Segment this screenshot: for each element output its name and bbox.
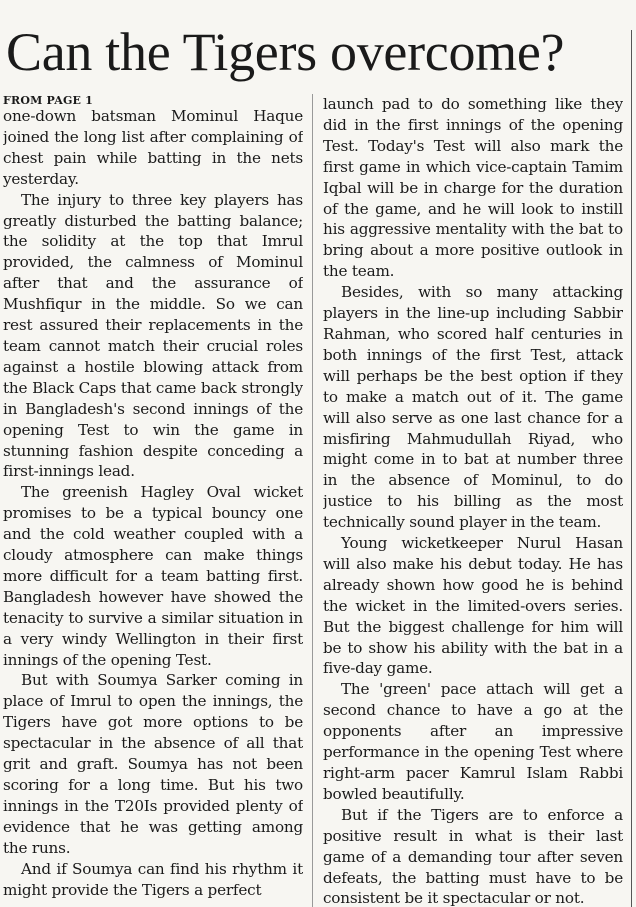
paragraph: Young wicketkeeper Nurul Hasan will also make his debut today. He has already shown how good he is behind the wicket in the limited-overs series. But the biggest challenge for him will be to show his ability with the bat in a five-day game.	[323, 534, 623, 678]
paragraph: The greenish Hagley Oval wicket promises to be a typical bouncy one and the cold weather coupled with a cloudy atmosphere can make things more difficult for a team batting first. Bangladesh however have showed the tenacity to survive a similar situation in a very windy Wellington in their first innings of the opening Test.	[3, 483, 303, 669]
article-column-right	[323, 94, 623, 907]
paragraph: The injury to three key players has greatly disturbed the batting balance; the solidity at the top that Imrul provided, the calmness of Mominul after that and the assurance of Mushfiqur in the middle. So we can rest assured their replacements in the team cannot match their crucial roles against a hostile blowing attack from the Black Caps that came back strongly in Bangladesh's second innings of the opening Test to win the game in stunning fashion despite conceding a first-innings lead.	[3, 190, 303, 481]
article-column-left	[3, 94, 303, 907]
column-divider	[312, 94, 313, 907]
paragraph: But if the Tigers are to enforce a positive result in what is their last game of a demanding tour after seven defeats, the batting must have to be consistent be it spectacular or not.	[323, 805, 623, 907]
paragraph: But with Soumya Sarker coming in place of Imrul to open the innings, the Tigers have got more options to be spectacular in the absence of all that grit and graft. Soumya has not been scoring for a long time. But his two innings in the T20Is provided plenty of evidence that he was getting among the runs.	[3, 671, 303, 857]
headline: Can the Tigers overcome?	[6, 22, 565, 82]
continuation-kicker: FROM PAGE 1	[3, 94, 94, 107]
right-border-rule	[631, 30, 632, 907]
paragraph: The 'green' pace attach will get a second chance to have a go at the opponents after an impressive performance in the opening Test where right-arm pacer Kamrul Islam Rabbi bowled beautifully.	[323, 680, 623, 803]
paragraph: And if Soumya can find his rhythm it might provide the Tigers a perfect	[3, 859, 303, 899]
paragraph: one-down batsman Mominul Haque joined the long list after complaining of chest pain while batting in the nets yesterday.	[3, 107, 303, 188]
paragraph: Besides, with so many attacking players in the line-up including Sabbir Rahman, who scored half centuries in both innings of the first Test, attack will perhaps be the best option if they to make a match out of it. The game will also serve as one last chance for a misfiring Mahmudullah Riyad, who might come in to bat at number three in the absence of Mominul, to do justice to his billing as the most technically sound player in the team.	[323, 283, 623, 532]
paragraph: launch pad to do something like they did in the first innings of the opening Test. Today's Test will also mark the first game in which vice-captain Tamim Iqbal will be in charge for the duration of the game, and he will look to instill his aggressive mentality with the bat to bring about a more positive outlook in the team.	[323, 95, 623, 281]
